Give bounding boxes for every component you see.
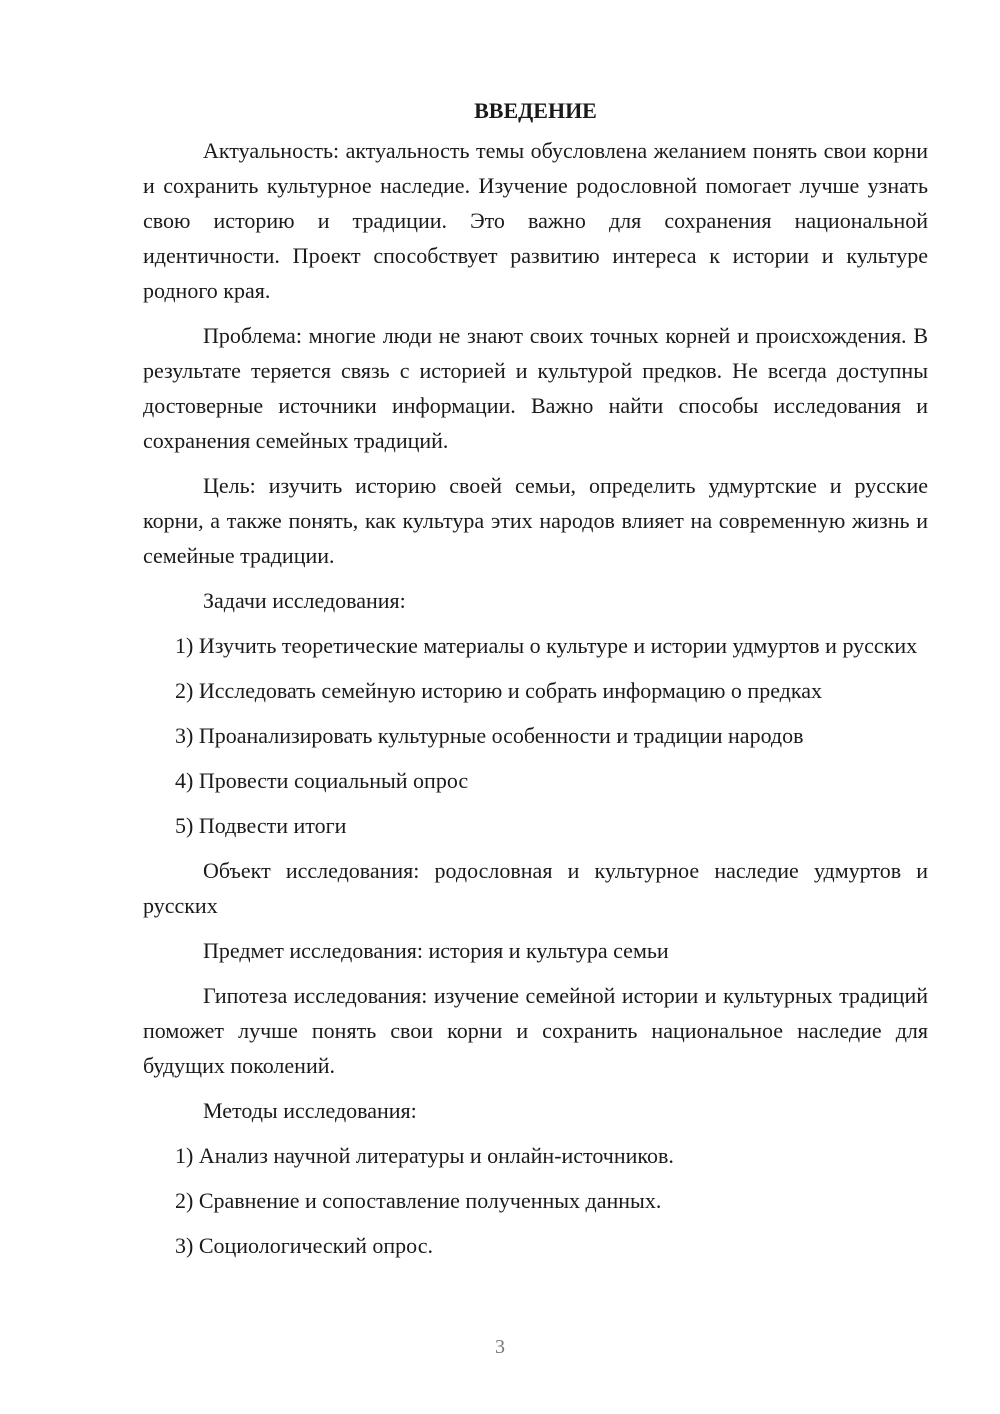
hypothesis-paragraph: Гипотеза исследования: изучение семейной истории и культурных традиций поможет лучше понять свои корни и сохранить национальное наследие для будущих поколений. xyxy=(143,983,928,1078)
tasks-heading: Задачи исследования: xyxy=(203,588,406,613)
task-item: 2) Исследовать семейную историю и собрать информацию о предках xyxy=(175,678,822,703)
method-item: 2) Сравнение и сопоставление полученных данных. xyxy=(175,1188,662,1213)
method-item: 1) Анализ научной литературы и онлайн-источников. xyxy=(175,1143,674,1168)
task-item: 4) Провести социальный опрос xyxy=(175,768,469,793)
task-item: 1) Изучить теоретические материалы о культуре и истории удмуртов и русских xyxy=(175,633,918,658)
methods-heading: Методы исследования: xyxy=(203,1098,417,1123)
method-item: 3) Социологический опрос. xyxy=(175,1233,433,1258)
task-item: 5) Подвести итоги xyxy=(175,813,347,838)
page-title: ВВЕДЕНИЕ xyxy=(474,98,597,123)
document-page xyxy=(143,93,928,1263)
page-number: 3 xyxy=(495,1336,505,1358)
goal-paragraph: Цель: изучить историю своей семьи, определить удмуртские и русские корни, а также понять, как культура этих народов влияет на современную жизнь и семейные традиции. xyxy=(143,473,928,568)
relevance-paragraph: Актуальность: актуальность темы обусловлена желанием понять свои корни и сохранить культурное наследие. Изучение родословной помогает лучше узнать свою историю и традиции. Это важно для сохранения национальной идентичности. Проект способствует развитию интереса к истории и культуре родного края. xyxy=(143,138,928,303)
subject-paragraph: Предмет исследования: история и культура семьи xyxy=(203,938,669,963)
task-item: 3) Проанализировать культурные особенности и традиции народов xyxy=(175,723,804,748)
problem-paragraph: Проблема: многие люди не знают своих точных корней и происхождения. В результате теряется связь с историей и культурой предков. Не всегда доступны достоверные источники информации. Важно найти способы исследования и сохранения семейных традиций. xyxy=(143,323,928,453)
object-paragraph: Объект исследования: родословная и культурное наследие удмуртов и русских xyxy=(143,858,928,918)
